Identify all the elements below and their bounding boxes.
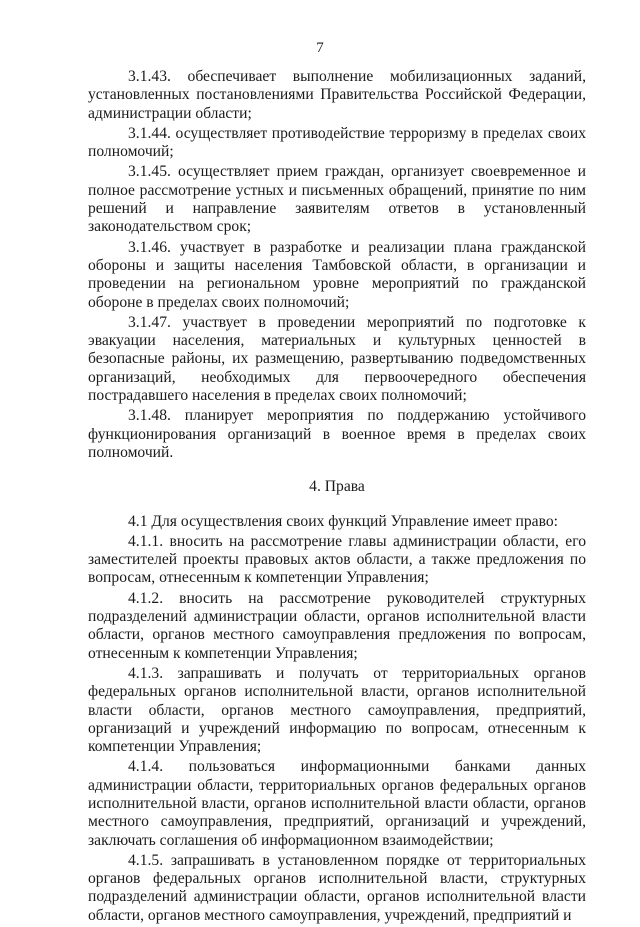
paragraph-3-1-47: 3.1.47. участвует в проведении мероприятий по подготовке к эвакуации населения, материальных и культурных ценностей в безопасные районы, их размещению, развертыванию подведомственных организаций, необходимых для первоочередного обеспечения пострадавшего населения в пределах своих полномочий; <box>88 313 586 405</box>
paragraph-4-1-2: 4.1.2. вносить на рассмотрение руководителей структурных подразделений администрации области, органов исполнительной власти области, органов местного самоуправления предложения по вопросам, отнесенным к компетенции Управления; <box>88 589 586 662</box>
paragraph-4-1-4: 4.1.4. пользоваться информационными банками данных администрации области, территориальных органов федеральных органов исполнительной власти, органов исполнительной власти области, органов местного самоуправления, предприятий, организаций и учреждений, заключать соглашения об информационном взаимодействии; <box>88 758 586 849</box>
paragraph-3-1-48: 3.1.48. планирует мероприятия по поддержанию устойчивого функционирования организаций в военное время в пределах своих полномочий. <box>88 407 586 461</box>
paragraph-3-1-44: 3.1.44. осуществляет противодействие терроризму в пределах своих полномочий; <box>88 124 586 161</box>
paragraph-3-1-46: 3.1.46. участвует в разработке и реализации плана гражданской обороны и защиты населения Тамбовской области, в организации и проведении на региональном уровне мероприятий по гражданской обороне в пределах своих полномочий; <box>88 238 586 311</box>
paragraph-3-1-43: 3.1.43. обеспечивает выполнение мобилизационных заданий, установленных постановлениями Правительства Российской Федерации, администрации области; <box>88 68 586 122</box>
paragraph-4-1-1: 4.1.1. вносить на рассмотрение главы администрации области, его заместителей проекты правовых актов области, а также предложения по вопросам, отнесенным к компетенции Управления; <box>88 532 586 587</box>
paragraph-4-1: 4.1 Для осуществления своих функций Управление имеет право: <box>128 512 558 530</box>
paragraph-4-1-5: 4.1.5. запрашивать в установленном порядке от территориальных органов федеральных органов исполнительной власти, структурных подразделений администрации области, органов исполнительной власти области, органов местного самоуправления, учреждений, предприятий и <box>88 851 586 924</box>
section-heading: 4. Права <box>309 478 365 496</box>
document-body <box>88 68 586 927</box>
paragraph-3-1-45: 3.1.45. осуществляет прием граждан, организует своевременное и полное рассмотрение устных и письменных обращений, принятие по ним решений и направление заявителям ответов в установленный законодательством срок; <box>88 163 586 236</box>
page-number: 7 <box>316 40 324 56</box>
paragraph-4-1-3: 4.1.3. запрашивать и получать от территориальных органов федеральных органов исполнительной власти, органов исполнительной власти области, органов местного самоуправления, предприятий, организаций и учреждений информацию по вопросам, отнесенным к компетенции Управления; <box>88 664 586 756</box>
